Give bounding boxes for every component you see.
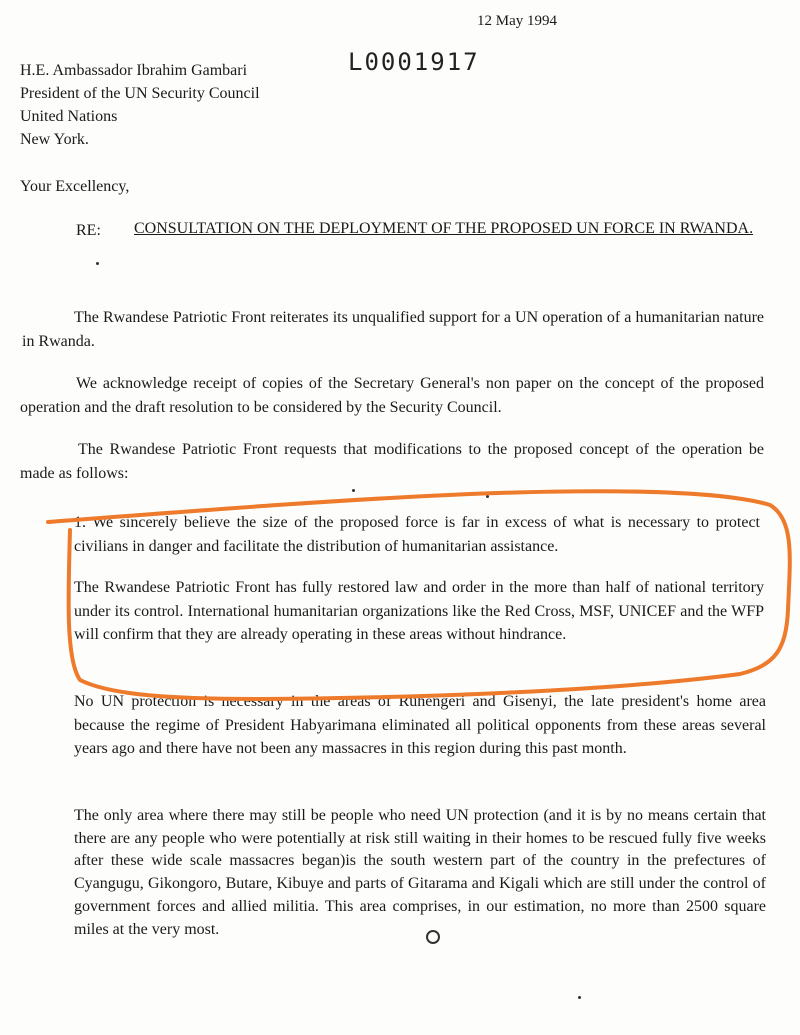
recipient-title: President of the UN Security Council xyxy=(20,85,260,102)
paragraph-force-size: 1. We sincerely believe the size of the proposed force is far in excess of what is necessary to protect civilians in danger and facilitate the distribution of humanitarian assistance. xyxy=(74,514,760,555)
scan-speck xyxy=(352,489,355,492)
recipient-city: New York. xyxy=(20,131,89,148)
recipient-organization: United Nations xyxy=(20,108,118,125)
scan-mark xyxy=(426,930,440,944)
scan-speck xyxy=(486,495,489,498)
salutation: Your Excellency, xyxy=(20,178,130,195)
document-number: L0001917 xyxy=(348,48,480,76)
scan-speck xyxy=(578,996,581,999)
paragraph-protection-area: The only area where there may still be people who need UN protection (and it is by no means certain that there are any people who were potentially at risk still waiting in their homes to be rescued fully five weeks after these wide scale massacres began)is the south western part of the country in the prefectures of Cyangugu, Gikongoro, Butare, Kibuye and parts of Gitarama and Kigali which are still under the control of government forces and allied militia. This area comprises, in our estimation, no more than 2500 square miles at the very most. xyxy=(74,807,766,938)
paragraph-ruhengeri: No UN protection is necessary in the areas of Ruhengeri and Gisenyi, the late president's home area because the regime of President Habyarimana eliminated all political opponents from these areas several years ago and there have not been any massacres in this region during this past month. xyxy=(74,693,766,757)
recipient-name: H.E. Ambassador Ibrahim Gambari xyxy=(20,62,248,79)
letter-date: 12 May 1994 xyxy=(477,13,557,29)
paragraph-law-order: The Rwandese Patriotic Front has fully restored law and order in the more than half of national territory under its control. International humanitarian organizations like the Red Cross, MSF, UNICEF and the WFP will confirm that they are already operating in these areas without hindrance. xyxy=(74,579,764,643)
re-subject: CONSULTATION ON THE DEPLOYMENT OF THE PROPOSED UN FORCE IN RWANDA. xyxy=(134,220,754,237)
paragraph-request: The Rwandese Patriotic Front requests that modifications to the proposed concept of the operation be made as follows: xyxy=(20,441,764,482)
paragraph-acknowledge: We acknowledge receipt of copies of the Secretary General's non paper on the concept of the proposed operation and the draft resolution to be considered by the Security Council. xyxy=(20,375,764,416)
re-label: RE: xyxy=(76,222,101,239)
scan-speck xyxy=(96,262,99,265)
paragraph-support: The Rwandese Patriotic Front reiterates its unqualified support for a UN operation of a humanitarian nature in Rwanda. xyxy=(22,309,764,350)
